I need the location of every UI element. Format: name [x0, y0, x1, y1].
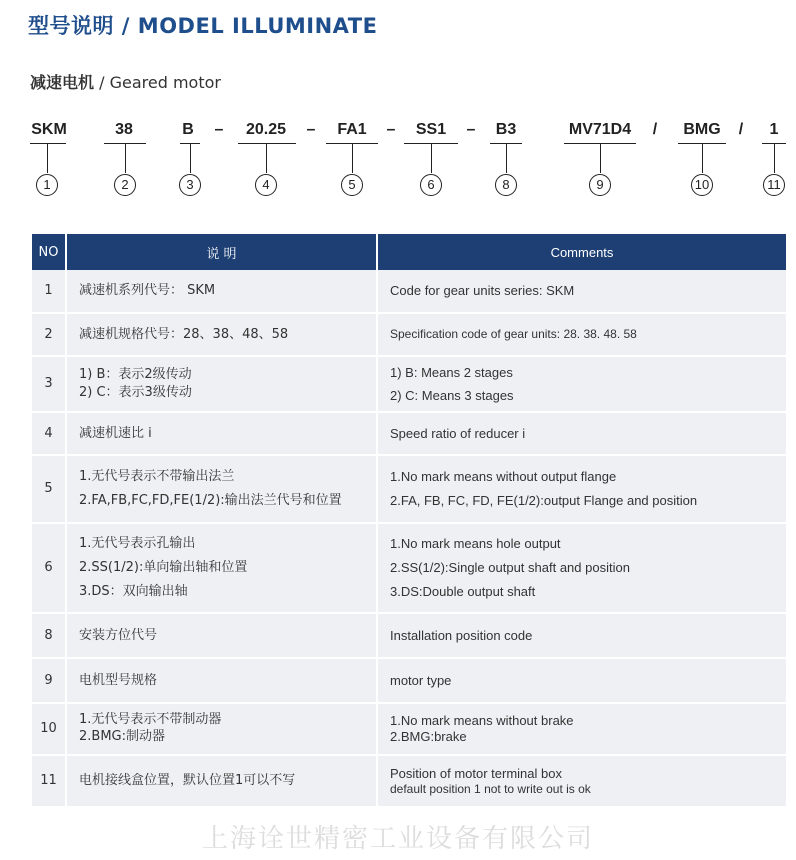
code-connector	[266, 143, 267, 173]
circled-number: 9	[589, 174, 611, 196]
table-header-row	[32, 234, 786, 270]
row-cn: 安装方位代号	[66, 613, 377, 658]
row-no: 8	[32, 613, 66, 658]
code-dash: –	[214, 121, 224, 138]
table-row	[32, 270, 786, 313]
code-underline	[30, 143, 66, 144]
row-cn: 1.无代号表示不带制动器 2.BMG:制动器	[66, 703, 377, 755]
row-cn: 1.无代号表示不带输出法兰 2.FA,FB,FC,FD,FE(1/2):输出法兰代号和位置	[66, 455, 377, 523]
row-no: 3	[32, 356, 66, 412]
subtitle-cn: 减速电机	[30, 73, 95, 92]
row-no: 4	[32, 412, 66, 455]
code-connector	[431, 143, 432, 173]
code-connector	[702, 143, 703, 173]
code-stage: B	[182, 121, 194, 138]
code-connector	[600, 143, 601, 173]
table-row	[32, 755, 786, 807]
row-en: Code for gear units series: SKM	[377, 270, 786, 313]
subtitle-en: / Geared motor	[94, 73, 221, 92]
code-motor: MV71D4	[568, 121, 632, 138]
code-shaft: SS1	[415, 121, 447, 138]
row-en: Position of motor terminal box default position 1 not to write out is ok	[377, 755, 786, 807]
code-dash: –	[306, 121, 316, 138]
company-watermark: 上海诠世精密工业设备有限公司	[201, 824, 594, 854]
row-en: 1) B: Means 2 stages 2) C: Means 3 stages	[377, 356, 786, 412]
circled-number: 11	[763, 174, 785, 196]
table-row	[32, 613, 786, 658]
code-connector	[352, 143, 353, 173]
row-en: motor type	[377, 658, 786, 703]
row-cn: 减速机速比 i	[66, 412, 377, 455]
row-en: Installation position code	[377, 613, 786, 658]
code-ratio: 20.25	[245, 121, 287, 138]
row-cn: 电机型号规格	[66, 658, 377, 703]
row-no: 6	[32, 523, 66, 613]
code-connector	[125, 143, 126, 173]
code-skm: SKM	[31, 121, 67, 138]
row-no: 10	[32, 703, 66, 755]
row-cn: 减速机系列代号： SKM	[66, 270, 377, 313]
circled-number: 4	[255, 174, 277, 196]
table-row	[32, 523, 786, 613]
circled-number: 5	[341, 174, 363, 196]
section-subtitle	[30, 70, 221, 93]
row-no: 2	[32, 313, 66, 356]
table-row	[32, 356, 786, 412]
code-dash: –	[466, 121, 476, 138]
row-no: 5	[32, 455, 66, 523]
code-slash: /	[652, 121, 658, 138]
row-no: 11	[32, 755, 66, 807]
row-en: Specification code of gear units: 28. 38. 48. 58	[377, 313, 786, 356]
circled-number: 3	[179, 174, 201, 196]
code-mount: B3	[495, 121, 517, 138]
code-dash: –	[386, 121, 396, 138]
row-en: 1.No mark means hole output 2.SS(1/2):Single output shaft and position 3.DS:Double output shaft	[377, 523, 786, 613]
row-cn: 减速机规格代号：28、38、48、58	[66, 313, 377, 356]
table-row	[32, 412, 786, 455]
code-flange: FA1	[337, 121, 367, 138]
row-cn: 1.无代号表示孔输出 2.SS(1/2):单向输出轴和位置 3.DS：双向输出轴	[66, 523, 377, 613]
code-slash: /	[738, 121, 744, 138]
code-connector	[774, 143, 775, 173]
code-underline	[238, 143, 296, 144]
code-connector	[506, 143, 507, 173]
circled-number: 6	[420, 174, 442, 196]
model-table	[32, 234, 786, 808]
row-no: 1	[32, 270, 66, 313]
row-en: 1.No mark means without brake 2.BMG:brake	[377, 703, 786, 755]
row-cn: 1) B：表示2级传动 2) C：表示3级传动	[66, 356, 377, 412]
circled-number: 8	[495, 174, 517, 196]
code-connector	[47, 143, 48, 173]
row-en: Speed ratio of reducer i	[377, 412, 786, 455]
code-size: 38	[115, 121, 133, 138]
code-terminal: 1	[769, 121, 779, 138]
page-title: 型号说明 / MODEL ILLUMINATE	[28, 14, 378, 38]
table-row	[32, 455, 786, 523]
row-no: 9	[32, 658, 66, 703]
row-en: 1.No mark means without output flange 2.FA, FB, FC, FD, FE(1/2):output Flange and position	[377, 455, 786, 523]
table-row	[32, 703, 786, 755]
table-row	[32, 313, 786, 356]
header-comments: Comments	[377, 234, 786, 270]
circled-number: 2	[114, 174, 136, 196]
circled-number: 10	[691, 174, 713, 196]
header-cn: 说 明	[66, 234, 377, 270]
code-connector	[190, 143, 191, 173]
table-row	[32, 658, 786, 703]
header-no: NO	[32, 234, 66, 270]
row-cn: 电机接线盒位置，默认位置1可以不写	[66, 755, 377, 807]
circled-number: 1	[36, 174, 58, 196]
code-brake: BMG	[683, 121, 721, 138]
